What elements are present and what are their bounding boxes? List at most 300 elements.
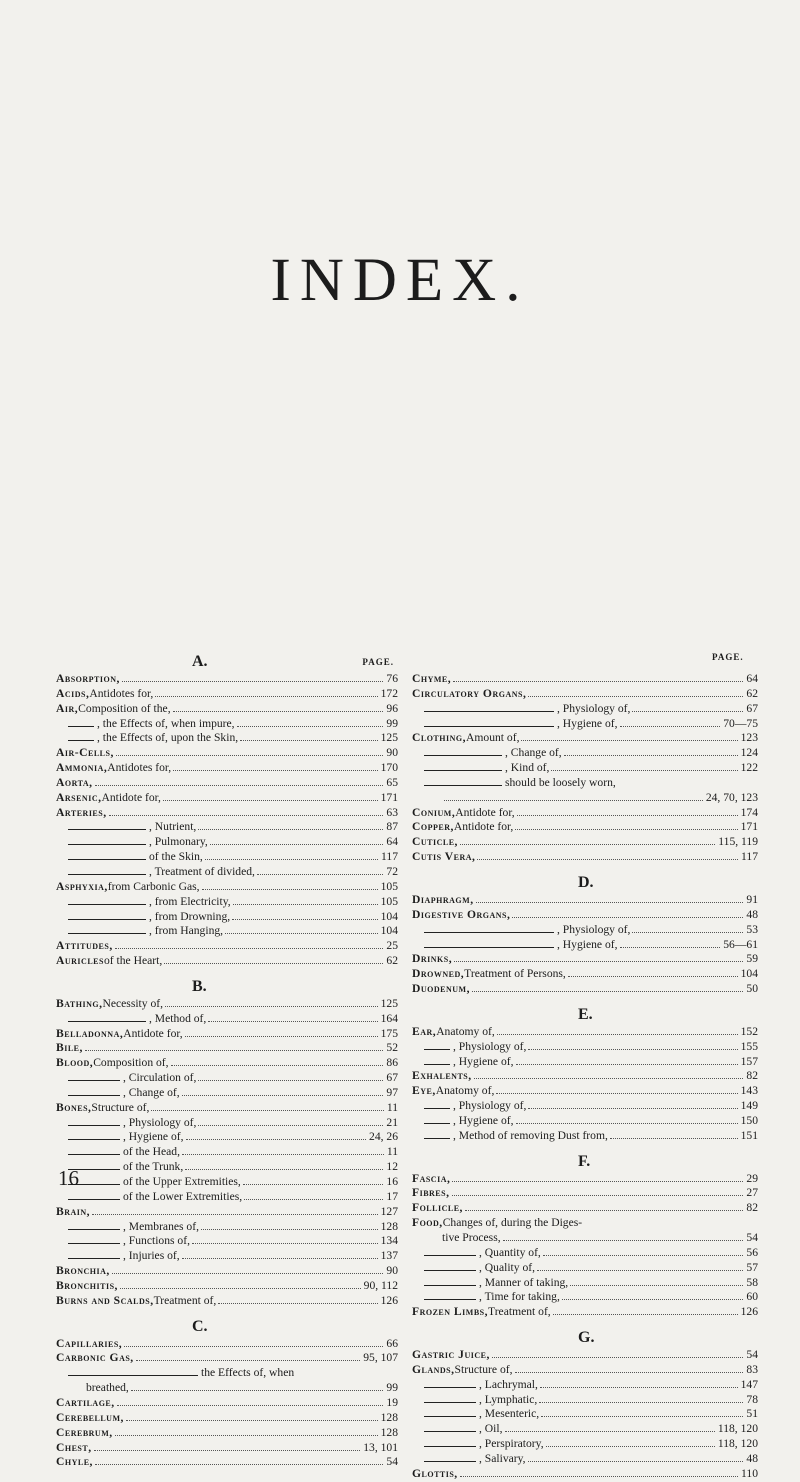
dot-leader <box>131 1390 384 1391</box>
index-subentry <box>412 1290 758 1305</box>
repeat-dash <box>68 932 146 934</box>
page-reference: 21 <box>386 1115 398 1129</box>
page-reference: 170 <box>380 761 398 775</box>
page-reference: 56—61 <box>723 937 758 951</box>
page-reference: 17 <box>386 1189 398 1203</box>
page-reference: 126 <box>380 1293 398 1307</box>
index-entry <box>412 806 758 821</box>
page-reference: 117 <box>741 850 758 864</box>
entry-headword: Eye, <box>412 1084 436 1098</box>
repeat-dash <box>424 1063 450 1065</box>
dot-leader <box>477 859 738 860</box>
page-reference: 123 <box>740 731 758 745</box>
dot-leader <box>210 844 384 845</box>
dot-leader <box>92 1214 378 1215</box>
section-letter: F. <box>578 1152 591 1170</box>
page-reference: 126 <box>740 1305 758 1319</box>
page-reference: 60 <box>746 1290 758 1304</box>
page-reference: 64 <box>746 672 758 685</box>
index-subentry <box>412 1261 758 1276</box>
subentry-text: , Hygiene of, <box>453 1113 514 1127</box>
entry-headword: Cartilage, <box>56 1395 115 1409</box>
page-reference: 59 <box>746 952 758 966</box>
repeat-dash <box>424 1122 450 1124</box>
entry-headword: Bones, <box>56 1100 92 1114</box>
page-reference: 104 <box>380 909 398 923</box>
entry-headword: Capillaries, <box>56 1336 123 1350</box>
index-entry <box>412 1186 758 1201</box>
dot-leader <box>540 1387 738 1388</box>
dot-leader <box>551 770 737 771</box>
index-entry <box>412 952 758 967</box>
index-entry <box>56 672 398 687</box>
dot-leader <box>465 1210 743 1211</box>
index-subentry <box>412 923 758 938</box>
index-entry <box>412 1363 758 1378</box>
dot-leader <box>512 917 743 918</box>
entry-text: Antidotes for, <box>107 761 172 775</box>
subentry-text: , Method of, <box>149 1011 207 1025</box>
entry-headword: Gastric Juice, <box>412 1348 490 1362</box>
page-reference: 29 <box>746 1171 758 1185</box>
page-reference: 117 <box>381 850 398 864</box>
entry-headword: Diaphragm, <box>412 892 474 906</box>
dot-leader <box>620 947 721 948</box>
index-entry <box>412 1084 758 1099</box>
section-letter: C. <box>192 1317 208 1335</box>
page-reference: 67 <box>746 701 758 715</box>
entry-text: Structure of, <box>91 1100 150 1114</box>
section-gap <box>412 1144 758 1152</box>
page-reference: 64 <box>386 835 398 849</box>
dot-leader <box>516 1123 738 1124</box>
index-subentry <box>412 702 758 717</box>
entry-text: Treatment of Persons, <box>464 967 566 981</box>
dot-leader <box>610 1138 738 1139</box>
dot-leader <box>173 711 384 712</box>
index-entry <box>56 1056 398 1071</box>
subentry-text: , Injuries of, <box>123 1249 180 1263</box>
repeat-dash <box>68 1242 120 1244</box>
index-continuation <box>412 791 758 806</box>
index-entry <box>412 835 758 850</box>
repeat-dash <box>68 1079 120 1081</box>
index-entry <box>56 997 398 1012</box>
index-subentry <box>56 1130 398 1145</box>
dot-leader <box>163 800 378 801</box>
entry-headword: Ear, <box>412 1024 437 1038</box>
repeat-dash <box>68 858 146 860</box>
index-entry <box>56 1205 398 1220</box>
index-entry <box>56 746 398 761</box>
entry-headword: Digestive Organs, <box>412 907 511 921</box>
page-reference: 54 <box>746 1348 758 1362</box>
index-column-right <box>412 652 758 1482</box>
page-reference: 62 <box>746 686 758 700</box>
dot-leader <box>568 976 738 977</box>
entry-headword: Brain, <box>56 1204 91 1218</box>
dot-leader <box>496 1093 737 1094</box>
index-entry <box>412 967 758 982</box>
page-reference: 95, 107 <box>363 1351 398 1365</box>
page-reference: 155 <box>740 1039 758 1053</box>
page-reference: 99 <box>386 1381 398 1395</box>
index-entry <box>56 1337 398 1352</box>
dot-leader <box>124 1346 383 1347</box>
repeat-dash <box>68 1198 120 1200</box>
page-number: 16 <box>58 1166 79 1190</box>
repeat-dash <box>68 903 146 905</box>
subentry-text: , Pulmonary, <box>149 835 208 849</box>
dot-leader <box>122 681 384 682</box>
entry-text: Amount of, <box>466 731 520 745</box>
subentry-text: , Nutrient, <box>149 820 197 834</box>
index-entry <box>412 731 758 746</box>
page-reference: 87 <box>386 820 398 834</box>
page-reference: 118, 120 <box>717 1422 758 1436</box>
index-entry <box>56 761 398 776</box>
section-heading <box>412 652 758 672</box>
entry-headword: Air, <box>56 701 79 715</box>
dot-leader <box>476 902 744 903</box>
subentry-text: , Kind of, <box>505 761 550 775</box>
page-reference: 48 <box>746 1451 758 1465</box>
dot-leader <box>553 1314 738 1315</box>
dot-leader <box>454 961 743 962</box>
page-reference: 48 <box>746 907 758 921</box>
dot-leader <box>171 1065 384 1066</box>
page-reference: 105 <box>380 879 398 893</box>
entry-headword: Carbonic Gas, <box>56 1351 134 1365</box>
entry-headword: Attitudes, <box>56 939 113 953</box>
index-subentry <box>412 1040 758 1055</box>
index-subentry <box>412 761 758 776</box>
page-reference: 147 <box>740 1377 758 1391</box>
repeat-dash <box>68 918 146 920</box>
dot-leader <box>452 1181 743 1182</box>
dot-leader <box>202 889 378 890</box>
entry-text: Antidote for, <box>123 1026 183 1040</box>
dot-leader <box>541 1416 743 1417</box>
dot-leader <box>237 726 384 727</box>
index-subentry <box>56 820 398 835</box>
dot-leader <box>539 1402 743 1403</box>
subentry-text: , Oil, <box>479 1422 503 1436</box>
entry-headword: Belladonna, <box>56 1026 124 1040</box>
page-reference: 152 <box>740 1024 758 1038</box>
subentry-text: , Quality of, <box>479 1260 536 1274</box>
dot-leader <box>240 740 377 741</box>
index-subentry <box>56 1071 398 1086</box>
entry-headword: Cuticle, <box>412 835 458 849</box>
page-reference: 104 <box>380 924 398 938</box>
index-subentry <box>56 910 398 925</box>
index-subentry <box>56 924 398 939</box>
entry-headword: Cerebrum, <box>56 1425 113 1439</box>
page-reference: 128 <box>380 1425 398 1439</box>
index-subentry <box>412 1378 758 1393</box>
page-reference: 118, 120 <box>717 1437 758 1451</box>
page-reference: 125 <box>380 996 398 1010</box>
subentry-text: , Hygiene of, <box>557 937 618 951</box>
dot-leader <box>452 1195 744 1196</box>
subentry-text: , from Hanging, <box>149 924 224 938</box>
dot-leader <box>192 1243 378 1244</box>
index-entry <box>56 1441 398 1456</box>
subentry-text: , Hygiene of, <box>557 716 618 730</box>
subentry-text: of the Trunk, <box>123 1160 184 1174</box>
dot-leader <box>620 726 721 727</box>
subentry-text: , Functions of, <box>123 1234 190 1248</box>
page-reference: 90 <box>386 1264 398 1278</box>
subentry-text: of the Lower Extremities, <box>123 1189 243 1203</box>
section-heading <box>412 1328 758 1348</box>
dot-leader <box>198 1080 383 1081</box>
dot-leader <box>126 1420 378 1421</box>
page-reference: 128 <box>380 1219 398 1233</box>
page-reference: 110 <box>741 1466 758 1480</box>
entry-headword: Cutis Vera, <box>412 850 476 864</box>
page-reference: 124 <box>740 746 758 760</box>
index-subentry <box>56 1012 398 1027</box>
dot-leader <box>117 1405 384 1406</box>
index-entry <box>412 908 758 923</box>
dot-leader <box>185 1169 383 1170</box>
page-reference: 11 <box>386 1145 398 1159</box>
index-entry <box>412 1348 758 1363</box>
dot-leader <box>120 1288 361 1289</box>
page-label: PAGE. <box>362 657 394 667</box>
subentry-text: , Quantity of, <box>479 1245 541 1259</box>
subentry-text: , Change of, <box>123 1085 180 1099</box>
repeat-dash <box>68 1094 120 1096</box>
index-subentry <box>56 835 398 850</box>
page-title: INDEX. <box>270 247 530 314</box>
entry-text: Anatomy of, <box>436 1024 495 1038</box>
subentry-text: of the Skin, <box>149 850 203 864</box>
entry-headword: Copper, <box>412 820 454 834</box>
dot-leader <box>186 1139 366 1140</box>
entry-headword: Chest, <box>56 1440 92 1454</box>
page-reference: 164 <box>380 1011 398 1025</box>
entry-text: Composition of, <box>93 1056 169 1070</box>
page-reference: 175 <box>380 1026 398 1040</box>
index-subentry <box>412 1422 758 1437</box>
page-column-header: PAGE. <box>712 652 744 662</box>
repeat-dash <box>68 1374 198 1376</box>
page-reference: 143 <box>740 1084 758 1098</box>
entry-text: Structure of, <box>454 1362 513 1376</box>
subentry-text: , Method of removing Dust from, <box>453 1128 608 1142</box>
subentry-text: , Lymphatic, <box>479 1392 538 1406</box>
index-subentry <box>56 1190 398 1205</box>
repeat-dash <box>424 1107 450 1109</box>
page-reference: 54 <box>386 1455 398 1469</box>
page-reference: 27 <box>746 1186 758 1200</box>
index-entry <box>412 1025 758 1040</box>
entry-text: Antidote for, <box>101 790 161 804</box>
page-reference: 125 <box>380 731 398 745</box>
dot-leader <box>218 1303 377 1304</box>
index-subentry <box>412 1452 758 1467</box>
index-subentry <box>56 1249 398 1264</box>
repeat-dash <box>68 739 94 741</box>
dot-leader <box>257 874 383 875</box>
section-gap <box>412 865 758 873</box>
page-reference: 115, 119 <box>718 835 758 849</box>
repeat-dash <box>424 1298 476 1300</box>
dot-leader <box>528 1049 737 1050</box>
continuation-text: breathed, <box>86 1381 129 1395</box>
dot-leader <box>165 1006 378 1007</box>
index-subentry <box>56 731 398 746</box>
index-entry <box>56 954 398 969</box>
dot-leader <box>444 800 703 801</box>
subentry-text: , from Electricity, <box>149 894 231 908</box>
subentry-text: , Physiology of, <box>557 922 631 936</box>
page-reference: 171 <box>740 820 758 834</box>
index-subentry <box>412 746 758 761</box>
index-subentry <box>412 938 758 953</box>
repeat-dash <box>424 1254 476 1256</box>
index-subentry <box>412 1276 758 1291</box>
entry-headword: Bronchia, <box>56 1264 110 1278</box>
index-entry <box>56 1101 398 1116</box>
index-subentry <box>56 1160 398 1175</box>
section-gap <box>56 1309 398 1317</box>
entry-headword: Chyle, <box>56 1455 93 1469</box>
index-subentry <box>56 1220 398 1235</box>
index-subentry <box>56 1234 398 1249</box>
subentry-text: , Treatment of divided, <box>149 864 255 878</box>
index-entry <box>412 850 758 865</box>
dot-leader <box>453 681 743 682</box>
subentry-text: , Perspiratory, <box>479 1437 544 1451</box>
page-reference: 16 <box>386 1175 398 1188</box>
entry-headword: Asphyxia, <box>56 879 108 893</box>
index-entry <box>412 893 758 908</box>
entry-headword: Glottis, <box>412 1466 458 1480</box>
subentry-text: , Hygiene of, <box>123 1130 184 1144</box>
subentry-text: , the Effects of, when impure, <box>97 716 235 730</box>
index-entry <box>412 1467 758 1482</box>
entry-headword: Cerebellum, <box>56 1410 124 1424</box>
dot-leader <box>205 859 378 860</box>
page-reference: 56 <box>746 1245 758 1259</box>
index-subentry <box>56 1086 398 1101</box>
dot-leader <box>164 963 383 964</box>
repeat-dash <box>68 1138 120 1140</box>
dot-leader <box>460 1476 738 1477</box>
dot-leader <box>182 1095 384 1096</box>
dot-leader <box>116 755 384 756</box>
repeat-dash <box>424 1445 476 1447</box>
section-heading <box>412 873 758 893</box>
page-reference: 82 <box>746 1201 758 1215</box>
dot-leader <box>173 770 377 771</box>
dot-leader <box>85 1050 383 1051</box>
repeat-dash <box>424 784 502 786</box>
dot-leader <box>537 1270 743 1271</box>
index-subentry <box>412 1246 758 1261</box>
entry-headword: Chyme, <box>412 672 452 685</box>
entry-text: Treatment of, <box>488 1305 551 1319</box>
page-reference: 174 <box>740 805 758 819</box>
dot-leader <box>474 1078 744 1079</box>
entry-headword: Bile, <box>56 1041 83 1055</box>
page-reference: 137 <box>380 1249 398 1263</box>
repeat-dash <box>424 1386 476 1388</box>
subentry-text: , Manner of taking, <box>479 1275 569 1289</box>
index-entry <box>56 880 398 895</box>
page-reference: 11 <box>386 1100 398 1114</box>
page-reference: 70—75 <box>723 716 758 730</box>
entry-headword: Drowned, <box>412 967 465 981</box>
dot-leader <box>492 1357 744 1358</box>
repeat-dash <box>68 1124 120 1126</box>
section-letter: E. <box>578 1005 593 1023</box>
dot-leader <box>243 1184 384 1185</box>
subentry-text: , Physiology of, <box>453 1099 527 1113</box>
entry-headword: Arsenic, <box>56 790 102 804</box>
section-heading <box>412 1152 758 1172</box>
subentry-text: , Physiology of, <box>557 701 631 715</box>
index-entry <box>56 1294 398 1309</box>
entry-text: of the Heart, <box>103 954 163 968</box>
dot-leader <box>95 785 384 786</box>
dot-leader <box>528 1461 744 1462</box>
index-subentry <box>56 865 398 880</box>
page-reference: 172 <box>380 686 398 700</box>
section-gap <box>56 969 398 977</box>
subentry-text: , Time for taking, <box>479 1290 560 1304</box>
subentry-text: , Physiology of, <box>123 1115 197 1129</box>
dot-leader <box>632 932 743 933</box>
index-subentry <box>56 850 398 865</box>
dot-leader <box>543 1255 744 1256</box>
entry-headword: Exhalents, <box>412 1069 472 1083</box>
dot-leader <box>208 1021 377 1022</box>
index-subentry <box>412 1099 758 1114</box>
dot-leader <box>201 1229 378 1230</box>
entry-headword: Duodenum, <box>412 982 470 996</box>
repeat-dash <box>424 769 502 771</box>
dot-leader <box>115 1435 378 1436</box>
page-reference: 134 <box>380 1234 398 1248</box>
entry-headword: Blood, <box>56 1056 94 1070</box>
page-reference: 171 <box>380 790 398 804</box>
entry-headword: Acids, <box>56 686 90 700</box>
page-reference: 127 <box>380 1204 398 1218</box>
repeat-dash <box>424 1415 476 1417</box>
page-reference: 122 <box>740 761 758 775</box>
section-gap <box>412 1320 758 1328</box>
page-reference: 97 <box>386 1085 398 1099</box>
index-entry <box>412 1201 758 1216</box>
page-reference: 24, 70, 123 <box>705 790 758 804</box>
dot-leader <box>472 991 743 992</box>
page-reference: 50 <box>746 982 758 996</box>
index-subentry <box>56 1175 398 1190</box>
index-subentry <box>412 1393 758 1408</box>
entry-headword: Conium, <box>412 805 456 819</box>
page-reference: 76 <box>386 672 398 685</box>
subentry-text: , Hygiene of, <box>453 1054 514 1068</box>
page-reference: 53 <box>746 922 758 936</box>
entry-headword: Burns and Scalds, <box>56 1293 154 1307</box>
page-reference: 62 <box>386 954 398 968</box>
page-reference: 54 <box>746 1231 758 1244</box>
